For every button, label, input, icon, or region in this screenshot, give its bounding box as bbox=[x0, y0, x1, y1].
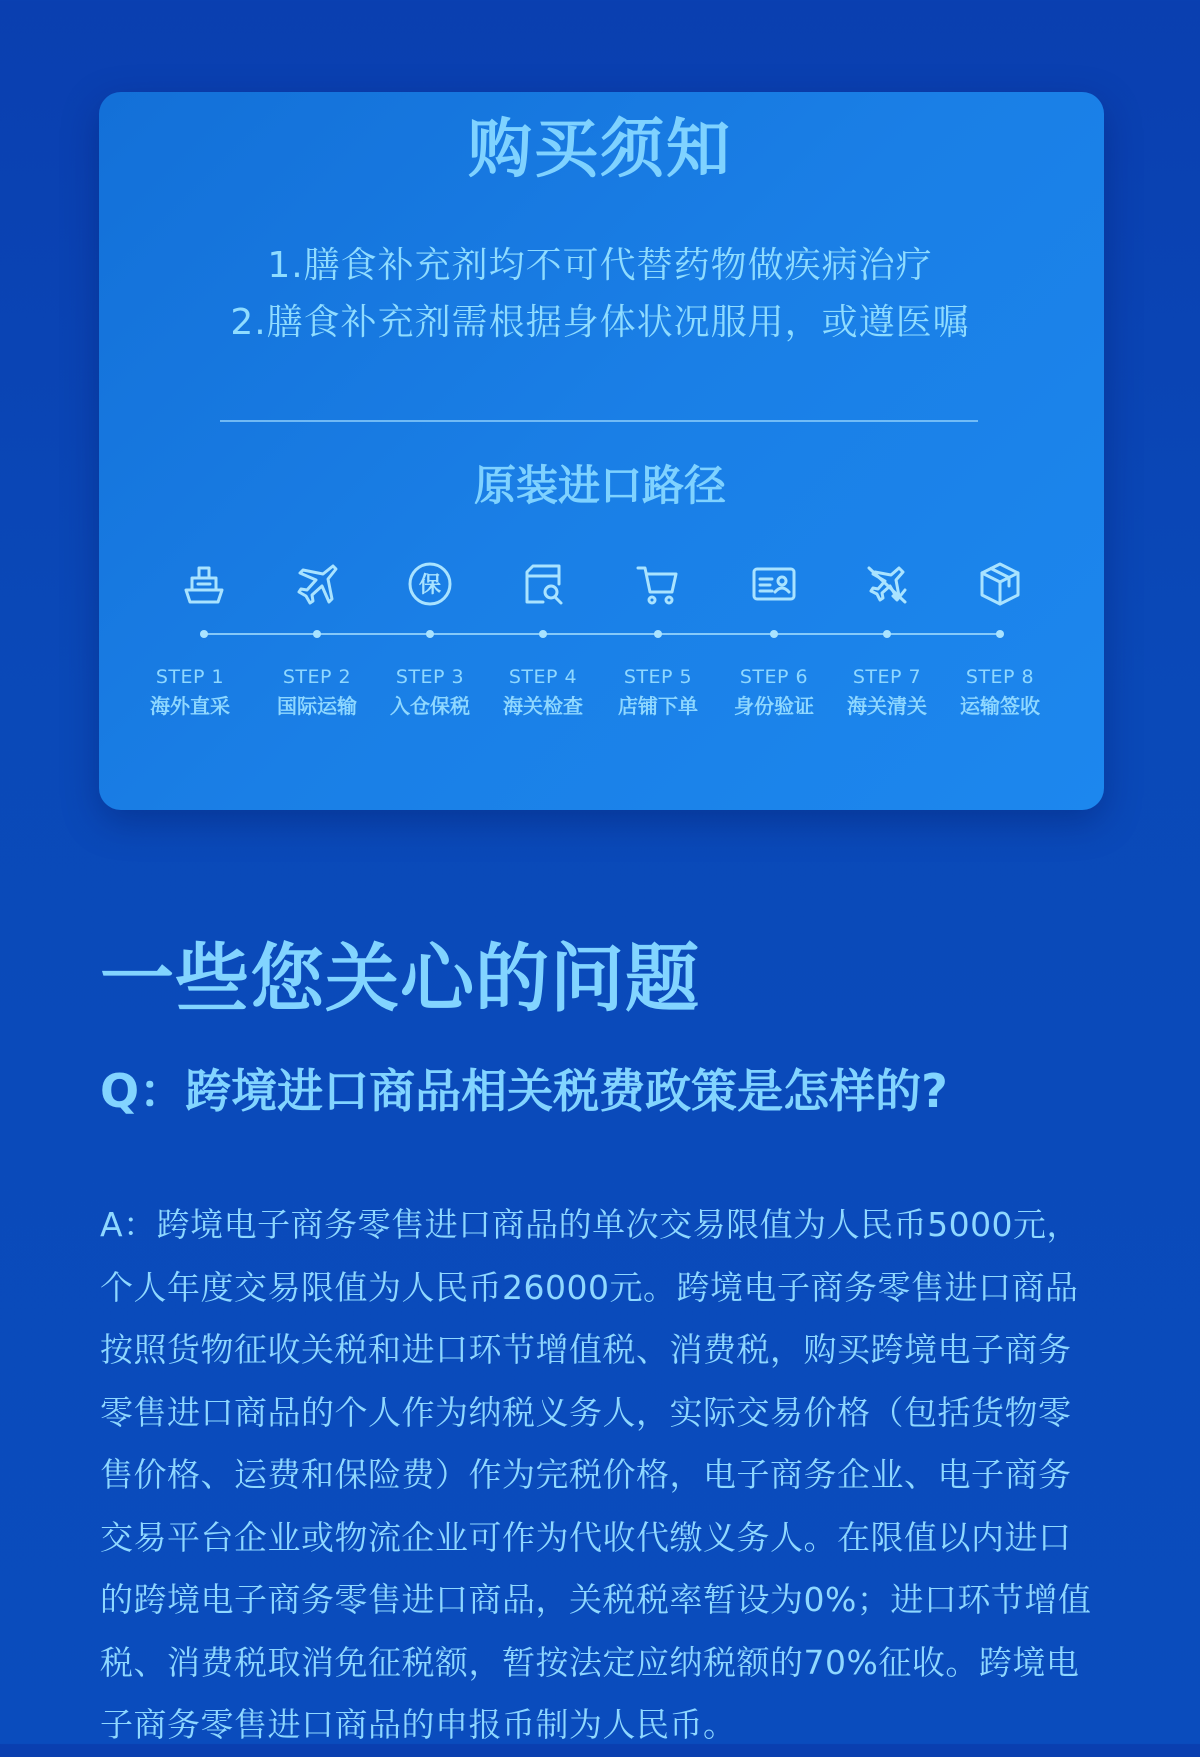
step-name: 海关清关 bbox=[847, 694, 927, 718]
step-number: STEP 1 bbox=[155, 666, 225, 688]
step-number: STEP 5 bbox=[623, 666, 693, 688]
step-number: STEP 3 bbox=[395, 666, 465, 688]
step-dot bbox=[883, 630, 891, 638]
step-dot bbox=[313, 630, 321, 638]
step-name: 入仓保税 bbox=[390, 694, 470, 718]
step-number: STEP 8 bbox=[965, 666, 1035, 688]
package-icon bbox=[976, 560, 1024, 608]
step-name: 店铺下单 bbox=[618, 694, 698, 718]
step-name: 运输签收 bbox=[960, 694, 1040, 718]
step-number: STEP 7 bbox=[852, 666, 922, 688]
step-number: STEP 6 bbox=[739, 666, 809, 688]
step-dot bbox=[426, 630, 434, 638]
step-name: 海关检查 bbox=[503, 694, 583, 718]
faq-question: Q：跨境进口商品相关税费政策是怎样的? bbox=[100, 1064, 948, 1118]
svg-text:保: 保 bbox=[418, 573, 442, 598]
step-name: 国际运输 bbox=[277, 694, 357, 718]
step-dot bbox=[996, 630, 1004, 638]
cart-icon bbox=[634, 560, 682, 608]
notice-title: 购买须知 bbox=[468, 113, 732, 187]
ship-icon bbox=[180, 560, 228, 608]
step-number: STEP 2 bbox=[282, 666, 352, 688]
step-dot bbox=[770, 630, 778, 638]
notice-line-1: 1.膳食补充剂均不可代替药物做疾病治疗 bbox=[267, 245, 933, 286]
step-dot bbox=[200, 630, 208, 638]
timeline-line bbox=[203, 633, 1000, 635]
step-dot bbox=[654, 630, 662, 638]
airplane-icon bbox=[293, 560, 341, 608]
faq-heading: 一些您关心的问题 bbox=[100, 936, 700, 1022]
inspection-icon bbox=[519, 560, 567, 608]
divider bbox=[220, 420, 978, 422]
step-name: 身份验证 bbox=[734, 694, 814, 718]
id-card-icon bbox=[750, 560, 798, 608]
faq-answer: A：跨境电子商务零售进口商品的单次交易限值为人民币5000元，个人年度交易限值为人民币26000元。跨境电子商务零售进口商品按照货物征收关税和进口环节增值税、消费税，购买跨境电子商务零售进口商品的个人作为纳税义务人，实际交易价格（包括货物零售价格、运费和保险费）作为完税价格，电子商务企业、电子商务交易平台企业或物流企业可作为代收代缴义务人。在限值以内进口的跨境电子商务零售进口商品，关税税率暂设为0%；进口环节增值税、消费税取消免征税额，暂按法定应纳税额的70%征收。跨境电子商务零售进口商品的申报币制为人民币。 bbox=[100, 1205, 1092, 1744]
notice-line-2: 2.膳食补充剂需根据身体状况服用，或遵医嘱 bbox=[230, 302, 970, 343]
route-title: 原装进口路径 bbox=[473, 461, 726, 510]
step-name: 海外直采 bbox=[150, 694, 230, 718]
bonded-icon bbox=[406, 560, 454, 608]
step-dot bbox=[539, 630, 547, 638]
step-number: STEP 4 bbox=[508, 666, 578, 688]
clearance-icon bbox=[863, 560, 911, 608]
